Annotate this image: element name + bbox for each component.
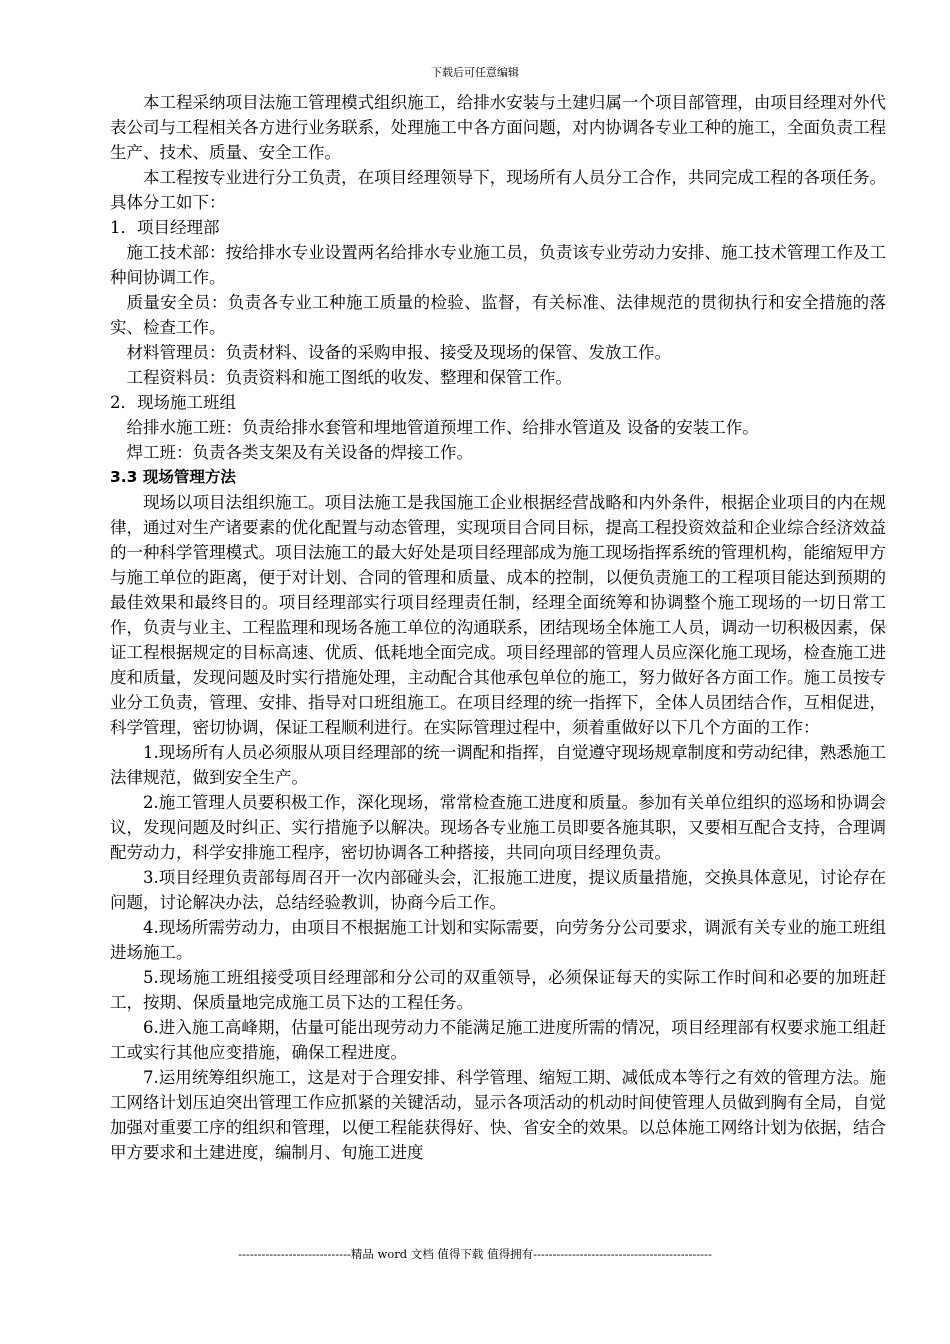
paragraph-material-manager: 材料管理员：负责材料、设备的采购申报、接受及现场的保管、发放工作。 — [126, 343, 671, 362]
heading-site-teams: 2．现场施工班组 — [110, 393, 236, 412]
list-item-7: 7.运用统筹组织施工，这是对于合理安排、科学管理、缩短工期、减低成本等行之有效的管理方法。施工网络计划压迫突出管理工作应抓紧的关键活动，显示各项活动的机动时间使管理人员做到胸有全局，自觉加强对重要工序的组织和管理，以便工程能获得好、快、省安全的效果。以总体施工网络计划为依据，结合甲方要求和土建进度，编制月、旬施工进度 — [110, 1068, 886, 1162]
list-item-3: 3.项目经理负责部每周召开一次内部碰头会，汇报施工进度，提议质量措施，交换具体意见，讨论存在问题，讨论解决办法，总结经验教训，协商今后工作。 — [110, 868, 886, 912]
paragraph-site-management: 现场以项目法组织施工。项目法施工是我国施工企业根据经营战略和内外条件，根据企业项目的内在规律，通过对生产诸要素的优化配置与动态管理，实现项目合同目标，提高工程投资效益和企业综合经济效益的一种科学管理模式。项目法施工的最大好处是项目经理部成为施工现场指挥系统的管理机构，能缩短甲方与施工单位的距离，便于对计划、合同的管理和质量、成本的控制，以便负责施工的工程项目能达到预期的最佳效果和最终目的。项目经理部实行项目经理责任制，经理全面统筹和协调整个施工现场的一切日常工作，负责与业主、工程监理和现场各施工单位的沟通联系，团结现场全体施工人员，调动一切积极因素，保证工程根据规定的目标高速、优质、低耗地全面完成。项目经理部的管理人员应深化施工现场，检查施工进度和质量，发现问题及时实行措施处理，主动配合其他承包单位的施工，努力做好各方面工作。施工员按专业分工负责，管理、安排、指导对口班组施工。在项目经理的统一指挥下，全体人员团结合作，互相促进，科学管理，密切协调，保证工程顺利进行。在实际管理过程中，须着重做好以下几个方面的工作： — [110, 493, 886, 737]
heading-project-department: 1．项目经理部 — [110, 218, 220, 237]
paragraph-document-clerk: 工程资料员：负责资料和施工图纸的收发、整理和保管工作。 — [126, 368, 572, 387]
paragraph-plumbing-team: 给排水施工班：负责给排水套管和埋地管道预埋工作、给排水管道及 设备的安装工作。 — [126, 418, 759, 437]
list-item-4: 4.现场所需劳动力，由项目不根据施工计划和实际需要，向劳务分公司要求，调派有关专业的施工班组进场施工。 — [110, 918, 886, 962]
section-heading-site-management: 3.3 现场管理方法 — [110, 468, 236, 486]
page-footer: -----------------------------精品 word 文档 值得下载 值得拥有---------------------------------------------- — [238, 1247, 712, 1261]
page-header: 下载后可任意编辑 — [431, 66, 519, 79]
document-body — [110, 90, 886, 1165]
paragraph-welding-team: 焊工班：负责各类支架及有关设备的焊接工作。 — [126, 443, 473, 462]
list-item-1: 1.现场所有人员必须服从项目经理部的统一调配和指挥，自觉遵守现场规章制度和劳动纪律，熟悉施工法律规范，做到安全生产。 — [110, 743, 886, 787]
list-item-6: 6.进入施工高峰期，估量可能出现劳动力不能满足施工进度所需的情况，项目经理部有权要求施工组赶工或实行其他应变措施，确保工程进度。 — [110, 1018, 886, 1062]
list-item-5: 5.现场施工班组接受项目经理部和分公司的双重领导，必须保证每天的实际工作时间和必要的加班赶工，按期、保质量地完成施工员下达的工程任务。 — [110, 968, 886, 1012]
paragraph-project-method: 本工程采纳项目法施工管理模式组织施工，给排水安装与土建归属一个项目部管理，由项目经理对外代表公司与工程相关各方进行业务联系，处理施工中各方面问题，对内协调各专业工种的施工，全面负责工程生产、技术、质量、安全工作。 — [110, 93, 886, 162]
paragraph-technical-department: 施工技术部：按给排水专业设置两名给排水专业施工员，负责该专业劳动力安排、施工技术管理工作及工种间协调工作。 — [110, 243, 886, 287]
list-item-2: 2.施工管理人员要积极工作，深化现场，常常检查施工进度和质量。参加有关单位组织的巡场和协调会议，发现问题及时纠正、实行措施予以解决。现场各专业施工员即要各施其职，又要相互配合支持，合理调配劳动力，科学安排施工程序，密切协调各工种搭接，共同向项目经理负责。 — [110, 793, 886, 862]
paragraph-division-of-labor: 本工程按专业进行分工负责，在项目经理领导下，现场所有人员分工合作，共同完成工程的各项任务。具体分工如下： — [110, 168, 886, 212]
paragraph-quality-safety: 质量安全员：负责各专业工种施工质量的检验、监督，有关标准、法律规范的贯彻执行和安全措施的落实、检查工作。 — [110, 293, 886, 337]
